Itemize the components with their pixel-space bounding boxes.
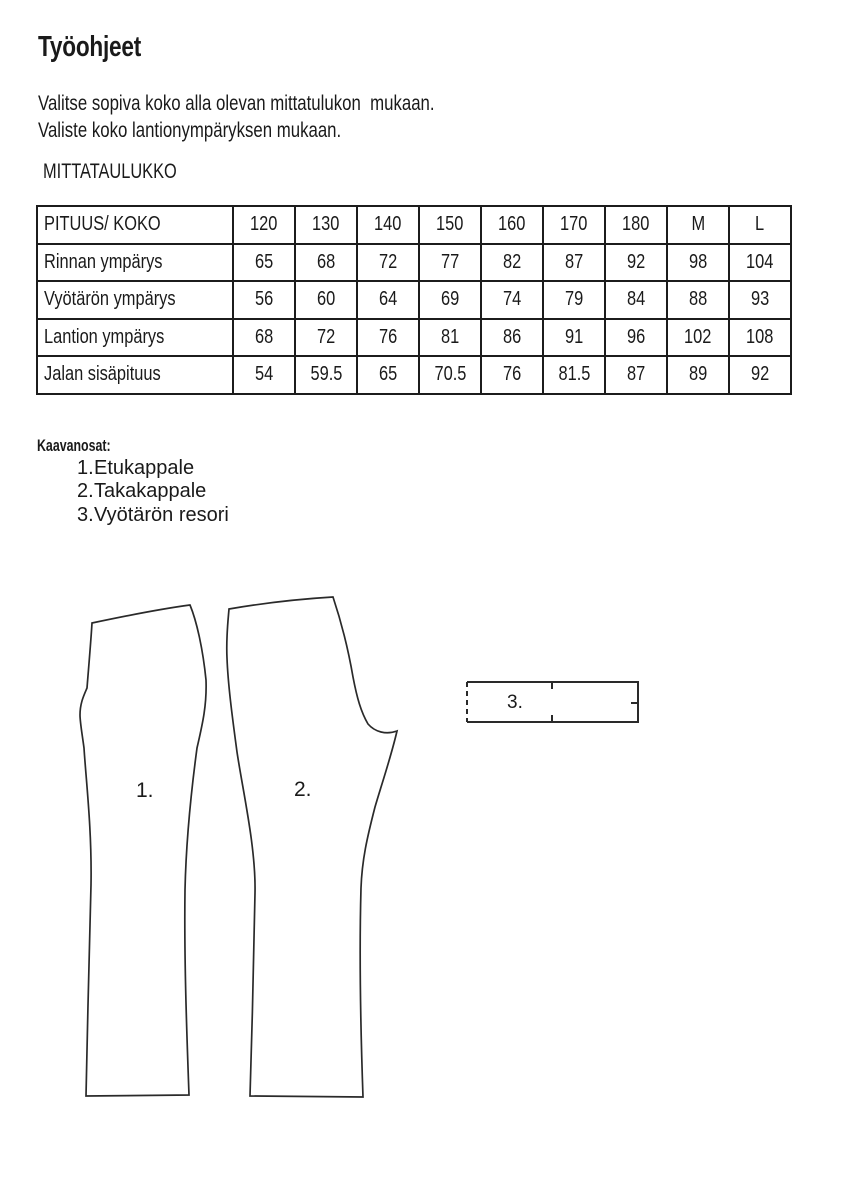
table-cell: 65 [357,356,419,394]
table-cell: 59.5 [295,356,357,394]
table-cell: 104 [729,244,791,282]
table-cell: 84 [605,281,667,319]
row-label-waist: Vyötärön ympärys [37,281,233,319]
table-cell: 87 [543,244,605,282]
table-cell: 70.5 [419,356,481,394]
header-cell-120: 120 [233,206,295,244]
table-heading: MITTATAULUKKO [43,160,177,183]
table-cell: 72 [357,244,419,282]
intro-line-1: Valitse sopiva koko alla olevan mittatulukon mukaan. [38,92,435,115]
header-cell-140: 140 [357,206,419,244]
table-cell: 81.5 [543,356,605,394]
item-label: Takakappale [94,480,207,503]
intro-line-2: Valiste koko lantionympäryksen mukaan. [38,119,342,142]
table-cell: 91 [543,319,605,357]
table-cell: 98 [667,244,729,282]
table-cell: 77 [419,244,481,282]
table-cell: 87 [605,356,667,394]
table-cell: 108 [729,319,791,357]
item-number: 3. [77,503,94,526]
table-cell: 82 [481,244,543,282]
header-cell-l: L [729,206,791,244]
table-cell: 79 [543,281,605,319]
table-cell: 88 [667,281,729,319]
row-label-chest: Rinnan ympärys [37,244,233,282]
table-cell: 69 [419,281,481,319]
table-cell: 74 [481,281,543,319]
table-cell: 72 [295,319,357,357]
item-number: 2. [77,480,94,503]
table-cell: 76 [357,319,419,357]
table-cell: 96 [605,319,667,357]
header-cell-label: PITUUS/ KOKO [37,206,233,244]
table-cell: 68 [233,319,295,357]
table-cell: 89 [667,356,729,394]
table-cell: 92 [605,244,667,282]
parts-heading: Kaavanosat: [37,437,111,455]
back-piece-outline [227,597,397,1097]
back-piece-label: 2. [294,778,312,801]
table-cell: 76 [481,356,543,394]
row-label-hip: Lantion ympärys [37,319,233,357]
waistband-label: 3. [507,692,523,713]
header-cell-180: 180 [605,206,667,244]
item-label: Etukappale [94,457,195,479]
table-cell: 81 [419,319,481,357]
table-cell: 93 [729,281,791,319]
table-cell: 68 [295,244,357,282]
table-cell: 102 [667,319,729,357]
table-cell: 86 [481,319,543,357]
front-piece-label: 1. [136,779,154,802]
front-piece-outline [80,605,206,1096]
table-cell: 54 [233,356,295,394]
item-number: 1. [77,457,94,479]
header-cell-170: 170 [543,206,605,244]
header-cell-160: 160 [481,206,543,244]
table-cell: 65 [233,244,295,282]
page-title-text: Työohjeet [38,31,142,63]
table-cell: 60 [295,281,357,319]
header-cell-150: 150 [419,206,481,244]
header-cell-m: M [667,206,729,244]
item-label: Vyötärön resori [94,503,229,526]
header-cell-130: 130 [295,206,357,244]
table-cell: 64 [357,281,419,319]
table-cell: 92 [729,356,791,394]
row-label-inseam: Jalan sisäpituus [37,356,233,394]
table-cell: 56 [233,281,295,319]
